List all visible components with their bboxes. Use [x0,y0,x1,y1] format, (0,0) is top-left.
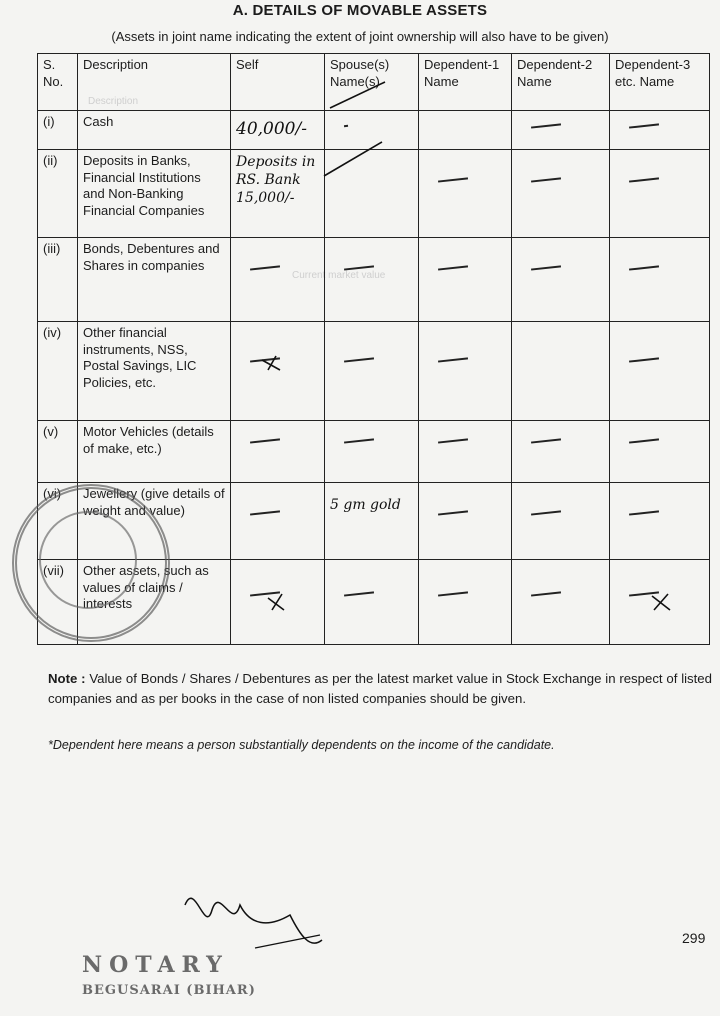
row-description: Jewellery (give details of weight and value) [78,483,231,560]
office-seal [12,484,170,642]
row-description: Other financial instruments, NSS, Postal Savings, LIC Policies, etc. [78,322,231,421]
cross-mark [262,356,280,370]
office-seal-inner [39,511,137,609]
cross-mark [652,594,670,610]
notary-stamp: NOTARY [82,952,229,978]
row-description: Other assets, such as values of claims / interests [78,560,231,645]
note-paragraph [48,669,712,709]
strike-mark [330,82,385,108]
note-label: Note : [48,671,86,686]
header-dependent-1: Dependent-1 Name [419,54,512,111]
header-description: Description [78,54,231,111]
cross-mark [268,594,284,610]
bleed-through-text: Description [88,96,139,107]
row-sno: (iv) [38,322,78,421]
row-sno: (i) [38,111,78,150]
row-sno: (iii) [38,238,78,322]
row-self-value: 40,000/- [231,111,325,150]
row-self-value: Deposits in RS. Bank 15,000/- [231,150,325,238]
row-sno: (ii) [38,150,78,238]
strike-mark [324,142,382,176]
page-title: A. DETAILS OF MOVABLE ASSETS [232,2,488,19]
row-description: Motor Vehicles (details of make, etc.) [78,421,231,483]
row-sno: (v) [38,421,78,483]
row-description: Deposits in Banks, Financial Institutions and Non-Banking Financial Companies [78,150,231,238]
header-sno: S. No. [38,54,78,111]
row-sno: (vi) [38,483,78,560]
dependent-definition: *Dependent here means a person substantially dependents on the income of the candidate. [48,738,555,752]
header-dependent-2: Dependent-2 Name [512,54,610,111]
signature-mark [185,898,322,943]
row-description: Cash [78,111,231,150]
notary-stamp-place: BEGUSARAI (BIHAR) [82,983,256,998]
header-self: Self [231,54,325,111]
note-text: Value of Bonds / Shares / Debentures as per the latest market value in Stock Exchange in respect of listed companies and as per books in the case of non listed companies should be given. [48,671,712,706]
header-dependent-3: Dependent-3 etc. Name [610,54,710,111]
row-sno: (vii) [38,560,78,645]
header-spouse: Spouse(s) Name(s) [325,54,419,111]
row-description: Bonds, Debentures and Shares in companies [78,238,231,322]
page-subtitle: (Assets in joint name indicating the extent of joint ownership will also have to be given) [111,29,609,44]
bleed-through-text: Current market value [292,270,386,281]
row-spouse-value: 5 gm gold [325,483,419,560]
page-number: 299 [682,930,706,946]
